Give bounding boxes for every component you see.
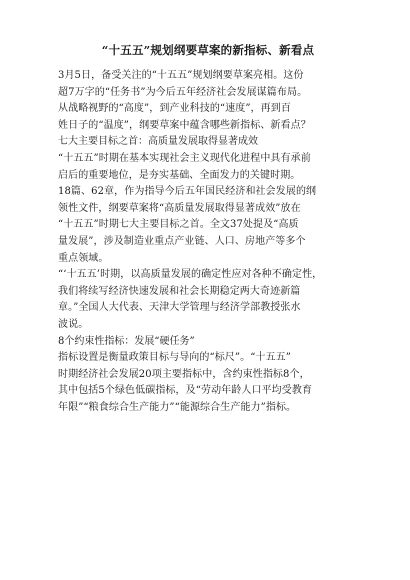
section2-paragraph <box>58 350 358 416</box>
section1-quote <box>58 267 358 333</box>
text-line: “‘十五五’时期，以高质量发展的确定性应对各种不确定性， <box>58 269 323 281</box>
text-line: 超7万字的“任务书”为今后五年经济社会发展谋篇布局。 <box>58 86 308 98</box>
article-title: “十五五”规划纲要草案的新指标、新看点 <box>101 43 315 57</box>
text-line: 3月5日，备受关注的“十五五”规划纲要草案亮相。这份 <box>58 70 304 81</box>
text-line: 量发展”，涉及制造业重点产业链、人口、房地产等多个 <box>58 235 306 247</box>
text-line: 其中包括5个绿色低碳指标，及“劳动年龄人口平均受教育 <box>58 385 313 397</box>
article <box>58 42 358 416</box>
intro-paragraph <box>58 68 358 134</box>
section1-paragraph-2 <box>58 184 358 267</box>
text-line: 从战略视野的“高度”，到产业科技的“速度”，再到百 <box>58 103 291 115</box>
section-heading-indicators: 8个约束性指标：发展“硬任务” <box>58 335 195 347</box>
text-line: “十五五”时期在基本实现社会主义现代化进程中具有承前 <box>58 152 311 164</box>
text-line: 时期经济社会发展20项主要指标中，含约束性指标8个， <box>58 368 310 380</box>
text-line: 章。”全国人大代表、天津大学管理与经济学部教授张水 <box>58 302 301 314</box>
text-line: 重点领域。 <box>58 252 109 264</box>
text-line: 波说。 <box>58 318 89 330</box>
text-line: 18篇、62章，作为指导今后五年国民经济和社会发展的纲 <box>58 186 317 198</box>
text-line: 我们将续写经济快速发展和社会长期稳定两大奇迹新篇 <box>58 285 301 297</box>
text-line: 指标设置是衡量政策目标与导向的“标尺”。“十五五” <box>58 352 291 364</box>
text-line: “十五五”时期七大主要目标之首。全文37处提及“高质 <box>58 219 299 231</box>
text-line: 启后的重要地位，是夯实基础、全面发力的关键时期。 <box>58 169 301 181</box>
section-heading-goals: 七大主要目标之首：高质量发展取得显著成效 <box>58 136 258 148</box>
text-line: 姓日子的“温度”，纲要草案中蕴含哪些新指标、新看点？ <box>58 119 311 131</box>
section1-paragraph-1 <box>58 151 358 184</box>
text-line: 年限”“粮食综合生产能力”“能源综合生产能力”指标。 <box>58 401 297 413</box>
text-line: 领性文件，纲要草案将“高质量发展取得显著成效”放在 <box>58 202 301 214</box>
